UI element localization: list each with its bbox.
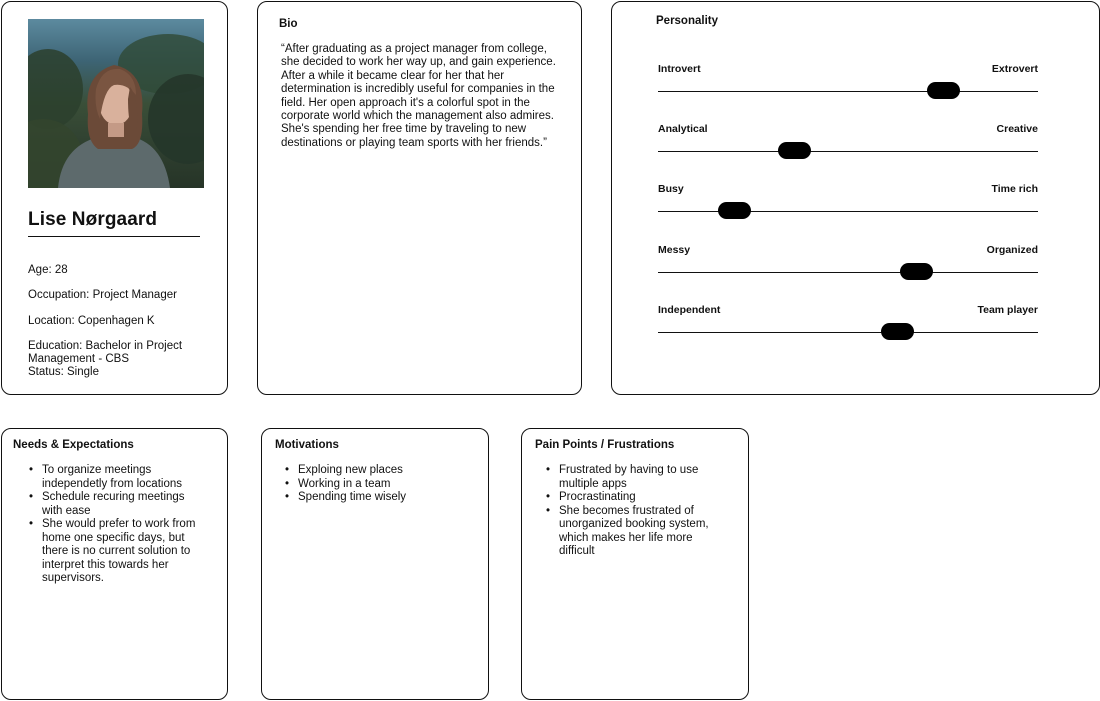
needs-title: Needs & Expectations	[13, 439, 134, 451]
persona-occupation: Occupation: Project Manager	[28, 289, 177, 301]
portrait-image	[28, 19, 204, 188]
trait-slider	[656, 304, 1038, 344]
list-item: • Procrastinating	[545, 491, 730, 505]
list-item: • She becomes frustrated of unorganized booking system, which makes her life more difficult	[545, 505, 730, 559]
trait-left-label: Messy	[658, 244, 691, 256]
slider-track	[658, 211, 1038, 212]
motivations-list	[284, 464, 474, 505]
trait-slider	[656, 63, 1038, 103]
pain-points-card	[521, 428, 749, 700]
list-item: • She would prefer to work from home one specific days, but there is no current solution to interpret this towards her supervisors.	[28, 518, 208, 586]
motivations-card	[261, 428, 489, 700]
trait-left-label: Introvert	[658, 63, 701, 75]
slider-knob[interactable]	[718, 202, 751, 219]
list-item: • Working in a team	[284, 478, 474, 492]
trait-right-label: Organized	[986, 244, 1038, 256]
trait-right-label: Team player	[977, 304, 1038, 316]
persona-location: Location: Copenhagen K	[28, 315, 155, 327]
slider-knob[interactable]	[881, 323, 914, 340]
trait-slider	[656, 183, 1038, 223]
bio-title: Bio	[279, 18, 298, 30]
persona-education: Education: Bachelor in Project Management - CBS	[28, 340, 183, 365]
slider-track	[658, 151, 1038, 152]
list-item: • Frustrated by having to use multiple apps	[545, 464, 730, 491]
slider-track	[658, 272, 1038, 273]
slider-knob[interactable]	[927, 82, 960, 99]
persona-age: Age: 28	[28, 264, 68, 276]
needs-card	[1, 428, 228, 700]
motivations-title: Motivations	[275, 439, 339, 451]
pain-points-title: Pain Points / Frustrations	[535, 439, 675, 451]
trait-left-label: Busy	[658, 183, 684, 195]
trait-left-label: Independent	[658, 304, 721, 316]
profile-card	[1, 1, 228, 395]
trait-right-label: Creative	[996, 123, 1038, 135]
persona-name: Lise Nørgaard	[28, 209, 158, 230]
personality-card	[611, 1, 1100, 395]
persona-status: Status: Single	[28, 366, 99, 378]
list-item: • To organize meetings independetly from locations	[28, 464, 208, 491]
name-divider	[28, 236, 200, 237]
trait-right-label: Time rich	[991, 183, 1038, 195]
trait-slider	[656, 244, 1038, 284]
pain-points-list	[545, 464, 730, 559]
list-item: • Spending time wisely	[284, 491, 474, 505]
list-item: • Schedule recuring meetings with ease	[28, 491, 208, 518]
personality-title: Personality	[656, 15, 718, 27]
trait-right-label: Extrovert	[991, 63, 1038, 75]
slider-track	[658, 91, 1038, 92]
slider-knob[interactable]	[778, 142, 811, 159]
trait-left-label: Analytical	[658, 123, 708, 135]
slider-track	[658, 332, 1038, 333]
bio-card	[257, 1, 582, 395]
trait-slider	[656, 123, 1038, 163]
profile-photo	[28, 19, 204, 188]
bio-text: “After graduating as a project manager from college, she decided to work her way up, and gain experience. After a while it became clear for her that her determination is incredibly useful for companies in the field. Her open approach it's a colorful spot in the corporate world which the management also admires. She's spending her free time by traveling to new destinations or playing team sports with her friends.”	[281, 43, 556, 149]
needs-list	[28, 464, 208, 586]
slider-knob[interactable]	[900, 263, 933, 280]
list-item: • Exploing new places	[284, 464, 474, 478]
